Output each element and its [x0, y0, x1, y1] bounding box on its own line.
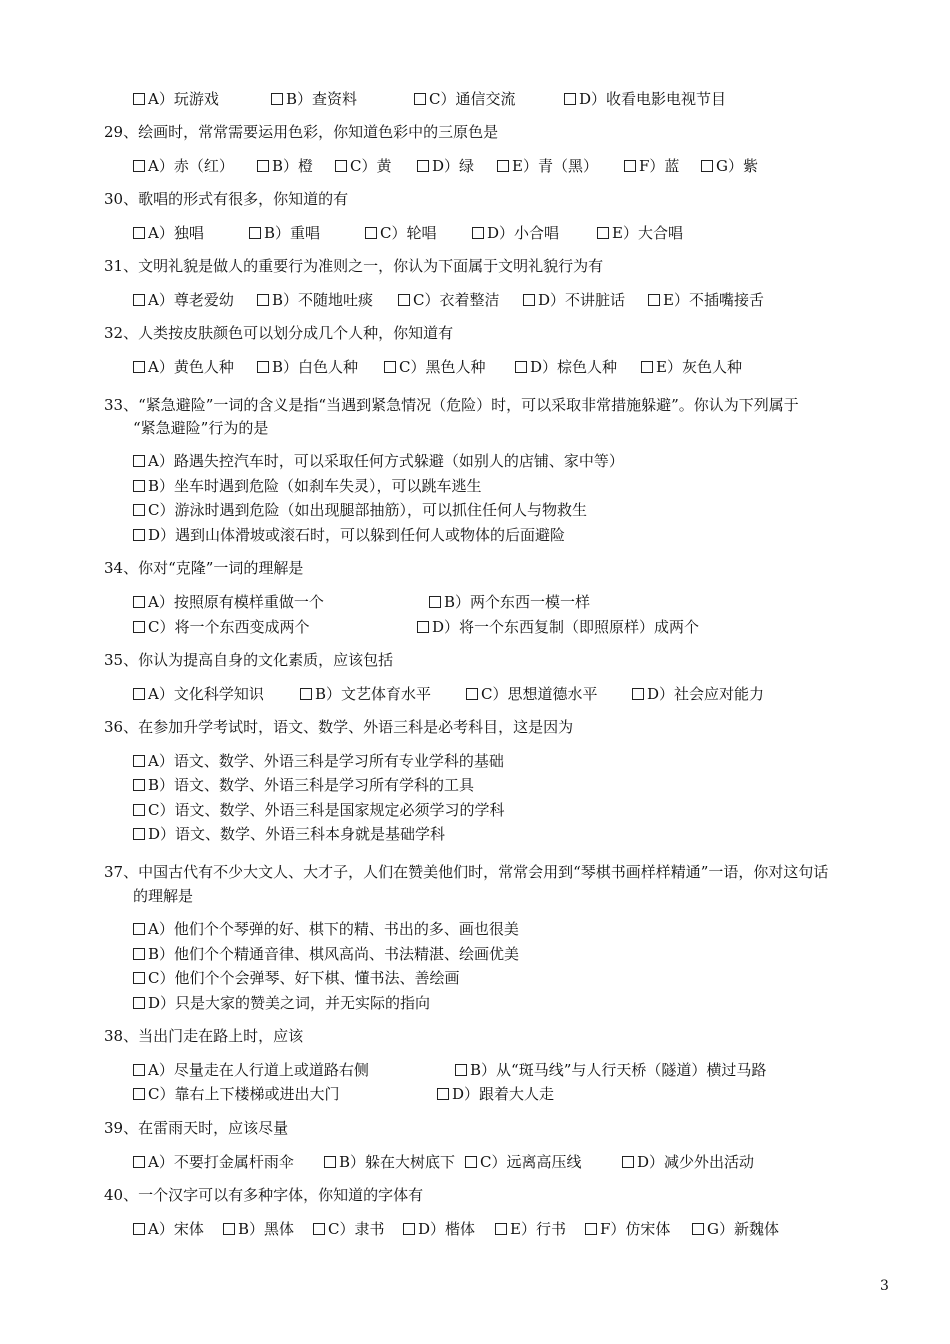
question-38-options-row2 — [133, 1084, 554, 1104]
checkbox-icon[interactable] — [133, 504, 145, 516]
question-37-option-d[interactable]: D）只是大家的赞美之词，并无实际的指向 — [133, 993, 430, 1013]
top-option-row — [133, 89, 726, 109]
question-37-text: 37、中国古代有不少大文人、大才子，人们在赞美他们时，常常会用到“琴棋书画样样精通”一语，你对这句话 — [104, 863, 829, 881]
option[interactable]: A）不要打金属杆雨伞 — [133, 1152, 324, 1172]
option[interactable]: D）跟着大人走 — [437, 1084, 554, 1104]
option[interactable]: D）绿 — [417, 156, 497, 176]
checkbox-icon[interactable] — [133, 294, 145, 306]
checkbox-icon[interactable] — [324, 1156, 336, 1168]
question-35-text: 35、你认为提高自身的文化素质，应该包括 — [104, 651, 394, 669]
option[interactable]: B）黑体 — [223, 1219, 313, 1239]
question-33-option-b[interactable]: B）坐车时遇到危险（如刹车失灵），可以跳车逃生 — [133, 476, 482, 496]
checkbox-icon[interactable] — [257, 294, 269, 306]
checkbox-icon[interactable] — [133, 997, 145, 1009]
question-38-text: 38、当出门走在路上时，应该 — [104, 1027, 304, 1045]
option[interactable]: C）黄 — [335, 156, 417, 176]
option[interactable]: C）思想道德水平 — [466, 684, 632, 704]
checkbox-icon[interactable] — [133, 227, 145, 239]
question-36-text: 36、在参加升学考试时，语文、数学、外语三科是必考科目，这是因为 — [104, 718, 574, 736]
question-35-options — [133, 684, 764, 704]
checkbox-icon[interactable] — [133, 1064, 145, 1076]
question-37-option-b[interactable]: B）他们个个精通音律、棋风高尚、书法精湛、绘画优美 — [133, 944, 519, 964]
option[interactable]: A）宋体 — [133, 1219, 223, 1239]
checkbox-icon[interactable] — [313, 1223, 325, 1235]
checkbox-icon[interactable] — [437, 1088, 449, 1100]
checkbox-icon[interactable] — [133, 755, 145, 767]
option[interactable]: E）不插嘴接舌 — [648, 290, 764, 310]
checkbox-icon[interactable] — [472, 227, 484, 239]
checkbox-icon[interactable] — [497, 160, 509, 172]
question-37-text-continued: 的理解是 — [133, 887, 194, 905]
checkbox-icon[interactable] — [133, 160, 145, 172]
checkbox-icon[interactable] — [133, 1088, 145, 1100]
option[interactable]: B）从“斑马线”与人行天桥（隧道）横过马路 — [455, 1060, 766, 1080]
checkbox-icon[interactable] — [701, 160, 713, 172]
checkbox-icon[interactable] — [133, 361, 145, 373]
checkbox-icon[interactable] — [597, 227, 609, 239]
question-33-text: 33、“紧急避险”一词的含义是指“当遇到紧急情况（危险）时，可以采取非常措施躲避”。你认为下列属于 — [104, 396, 799, 414]
checkbox-icon[interactable] — [417, 160, 429, 172]
option[interactable]: B）白色人种 — [257, 357, 384, 377]
checkbox-icon[interactable] — [585, 1223, 597, 1235]
option[interactable]: F）蓝 — [624, 156, 701, 176]
option[interactable]: B）橙 — [257, 156, 335, 176]
option[interactable]: C）远离高压线 — [465, 1152, 622, 1172]
option[interactable]: A）黄色人种 — [133, 357, 257, 377]
checkbox-icon[interactable] — [133, 596, 145, 608]
option[interactable]: G）紫 — [701, 156, 758, 176]
option[interactable]: B）不随地吐痰 — [257, 290, 398, 310]
checkbox-icon[interactable] — [398, 294, 410, 306]
option[interactable]: D）收看电影电视节目 — [564, 89, 726, 109]
question-34-text: 34、你对“克隆”一词的理解是 — [104, 559, 304, 577]
checkbox-icon[interactable] — [133, 923, 145, 935]
checkbox-icon[interactable] — [692, 1223, 704, 1235]
option[interactable]: C）隶书 — [313, 1219, 403, 1239]
checkbox-icon[interactable] — [133, 688, 145, 700]
checkbox-icon[interactable] — [466, 688, 478, 700]
option[interactable]: B）查资料 — [271, 89, 414, 109]
question-40-options — [133, 1219, 779, 1239]
option[interactable]: D）棕色人种 — [515, 357, 641, 377]
checkbox-icon[interactable] — [133, 1156, 145, 1168]
checkbox-icon[interactable] — [133, 779, 145, 791]
checkbox-icon[interactable] — [133, 621, 145, 633]
checkbox-icon[interactable] — [648, 294, 660, 306]
checkbox-icon[interactable] — [271, 93, 283, 105]
question-36-option-b[interactable]: B）语文、数学、外语三科是学习所有学科的工具 — [133, 775, 474, 795]
option[interactable]: B）两个东西一模一样 — [429, 592, 590, 612]
question-32-text: 32、人类按皮肤颜色可以划分成几个人种，你知道有 — [104, 324, 454, 342]
question-33-option-c[interactable]: C）游泳时遇到危险（如出现腿部抽筋），可以抓住任何人与物救生 — [133, 500, 587, 520]
question-36-option-d[interactable]: D）语文、数学、外语三科本身就是基础学科 — [133, 824, 445, 844]
question-38-options-row1 — [133, 1060, 766, 1080]
option[interactable]: A）尊老爱幼 — [133, 290, 257, 310]
question-34-options-row1 — [133, 592, 590, 612]
option[interactable]: A）文化科学知识 — [133, 684, 300, 704]
question-31-text: 31、文明礼貌是做人的重要行为准则之一，你认为下面属于文明礼貌行为有 — [104, 257, 604, 275]
option[interactable]: F）仿宋体 — [585, 1219, 692, 1239]
checkbox-icon[interactable] — [624, 160, 636, 172]
option[interactable]: E）行书 — [495, 1219, 585, 1239]
checkbox-icon[interactable] — [622, 1156, 634, 1168]
question-36-option-a[interactable]: A）语文、数学、外语三科是学习所有专业学科的基础 — [133, 751, 504, 771]
checkbox-icon[interactable] — [417, 621, 429, 633]
option[interactable]: A）按照原有模样重做一个 — [133, 592, 429, 612]
question-37-option-a[interactable]: A）他们个个琴弹的好、棋下的精、书出的多、画也很美 — [133, 919, 519, 939]
option[interactable]: B）重唱 — [249, 223, 365, 243]
checkbox-icon[interactable] — [641, 361, 653, 373]
question-29-text: 29、绘画时，常常需要运用色彩，你知道色彩中的三原色是 — [104, 123, 499, 141]
checkbox-icon[interactable] — [564, 93, 576, 105]
checkbox-icon[interactable] — [632, 688, 644, 700]
option[interactable]: D）楷体 — [403, 1219, 495, 1239]
checkbox-icon[interactable] — [223, 1223, 235, 1235]
option[interactable]: C）黑色人种 — [384, 357, 515, 377]
option[interactable]: C）轮唱 — [365, 223, 472, 243]
option[interactable]: C）衣着整洁 — [398, 290, 523, 310]
option[interactable]: B）躲在大树底下 — [324, 1152, 465, 1172]
question-33-option-a[interactable]: A）路遇失控汽车时，可以采取任何方式躲避（如别人的店铺、家中等） — [133, 451, 624, 471]
checkbox-icon[interactable] — [133, 828, 145, 840]
option[interactable]: D）小合唱 — [472, 223, 597, 243]
option[interactable]: E）青（黑） — [497, 156, 624, 176]
question-34-options-row2 — [133, 617, 699, 637]
option[interactable]: C）靠右上下楼梯或进出大门 — [133, 1084, 437, 1104]
option[interactable]: G）新魏体 — [692, 1219, 779, 1239]
checkbox-icon[interactable] — [257, 160, 269, 172]
checkbox-icon[interactable] — [133, 93, 145, 105]
option[interactable]: E）大合唱 — [597, 223, 683, 243]
option[interactable]: E）灰色人种 — [641, 357, 742, 377]
option[interactable]: C）将一个东西变成两个 — [133, 617, 417, 637]
question-29-options — [133, 156, 758, 176]
question-33-text-continued: “紧急避险”行为的是 — [133, 419, 269, 437]
checkbox-icon[interactable] — [133, 1223, 145, 1235]
checkbox-icon[interactable] — [249, 227, 261, 239]
checkbox-icon[interactable] — [495, 1223, 507, 1235]
checkbox-icon[interactable] — [133, 948, 145, 960]
question-30-options — [133, 223, 683, 243]
question-32-options — [133, 357, 742, 377]
question-39-options — [133, 1152, 754, 1172]
checkbox-icon[interactable] — [133, 804, 145, 816]
question-36-option-c[interactable]: C）语文、数学、外语三科是国家规定必须学习的学科 — [133, 800, 504, 820]
checkbox-icon[interactable] — [335, 160, 347, 172]
option[interactable]: A）玩游戏 — [133, 89, 271, 109]
checkbox-icon[interactable] — [133, 455, 145, 467]
page-number: 3 — [880, 1278, 889, 1294]
checkbox-icon[interactable] — [133, 972, 145, 984]
option[interactable]: B）文艺体育水平 — [300, 684, 466, 704]
option[interactable]: D）将一个东西复制（即照原样）成两个 — [417, 617, 699, 637]
checkbox-icon[interactable] — [523, 294, 535, 306]
question-30-text: 30、歌唱的形式有很多，你知道的有 — [104, 190, 349, 208]
checkbox-icon[interactable] — [403, 1223, 415, 1235]
checkbox-icon[interactable] — [414, 93, 426, 105]
checkbox-icon[interactable] — [133, 480, 145, 492]
checkbox-icon[interactable] — [384, 361, 396, 373]
checkbox-icon[interactable] — [465, 1156, 477, 1168]
checkbox-icon[interactable] — [257, 361, 269, 373]
option[interactable]: D）社会应对能力 — [632, 684, 764, 704]
option[interactable]: D）不讲脏话 — [523, 290, 648, 310]
option[interactable]: A）独唱 — [133, 223, 249, 243]
checkbox-icon[interactable] — [455, 1064, 467, 1076]
option[interactable]: D）减少外出活动 — [622, 1152, 754, 1172]
checkbox-icon[interactable] — [365, 227, 377, 239]
checkbox-icon[interactable] — [300, 688, 312, 700]
option[interactable]: A）赤（红） — [133, 156, 257, 176]
question-37-option-c[interactable]: C）他们个个会弹琴、好下棋、懂书法、善绘画 — [133, 968, 459, 988]
option[interactable]: A）尽量走在人行道上或道路右侧 — [133, 1060, 455, 1080]
option[interactable]: C）通信交流 — [414, 89, 564, 109]
question-39-text: 39、在雷雨天时，应该尽量 — [104, 1119, 289, 1137]
question-31-options — [133, 290, 764, 310]
checkbox-icon[interactable] — [515, 361, 527, 373]
checkbox-icon[interactable] — [429, 596, 441, 608]
question-40-text: 40、一个汉字可以有多种字体，你知道的字体有 — [104, 1186, 424, 1204]
question-33-option-d[interactable]: D）遇到山体滑坡或滚石时，可以躲到任何人或物体的后面避险 — [133, 525, 565, 545]
checkbox-icon[interactable] — [133, 529, 145, 541]
